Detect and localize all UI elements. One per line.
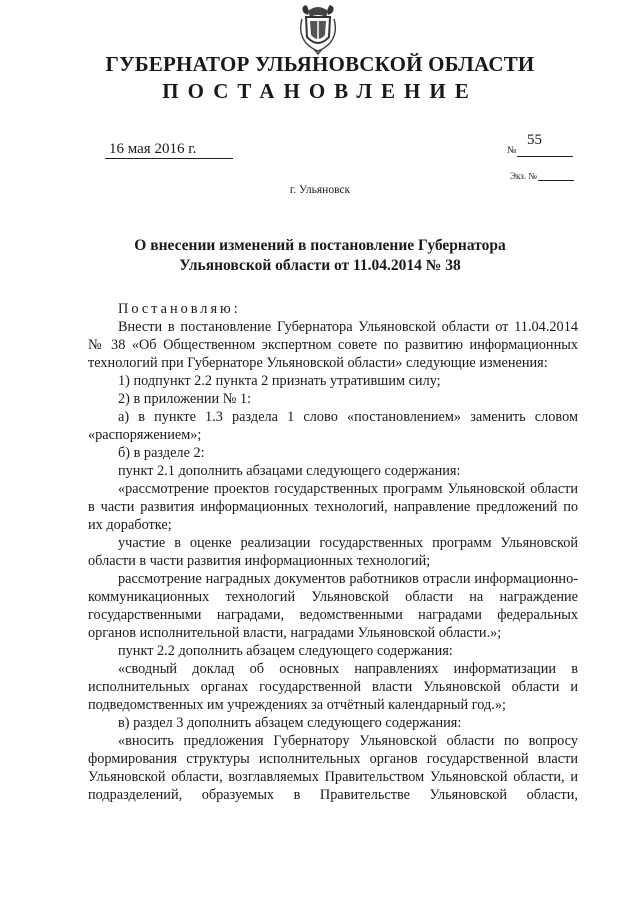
paragraph: а) в пункте 1.3 раздела 1 слово «постановлением» заменить словом «распоряжением»; [88,409,578,443]
coat-of-arms-emblem [296,3,340,55]
document-type: ПОСТАНОВЛЕНИЕ [162,79,478,103]
paragraph: пункт 2.1 дополнить абзацами следующего содержания: [118,463,461,479]
paragraph: «сводный доклад об основных направлениях информатизации в исполнительных органах государственной власти Ульяновской области и подведомственных им учреждениях за отчётный календарный год.»; [88,661,578,713]
paragraph: 1) подпункт 2.2 пункта 2 признать утратившим силу; [118,373,441,389]
document-date: 16 мая 2016 г. [105,140,233,159]
document-title-line: О внесении изменений в постановление Губернатора [134,237,506,254]
paragraph: рассмотрение наградных документов работников отрасли информационно-коммуникационных технологий Ульяновской области на награждение государственными наградами, ведомственными наградами федеральных органов исполнительной власти, наградами Ульяновской области.»; [88,571,578,641]
number-underline [517,156,573,157]
paragraph: «вносить предложения Губернатору Ульяновской области по вопросу формирования структуры исполнительных органов государственной власти Ульяновской области, возглавляемых Правительством Ульяновской области, и подразделений, образуемых в Правительстве Ульяновской области, [88,733,578,803]
number-label: № [507,145,517,156]
copy-number-underline [538,180,574,181]
paragraph: б) в разделе 2: [118,445,205,461]
document-title [90,236,550,276]
document-title-line: Ульяновской области от 11.04.2014 № 38 [179,257,461,274]
paragraph: Внести в постановление Губернатора Ульяновской области от 11.04.2014 № 38 «Об Общественном экспертном совете по развитию информационных технологий при Губернаторе Ульяновской области» следующие изменения: [88,319,578,371]
paragraph: в) раздел 3 дополнить абзацем следующего содержания: [118,715,462,731]
document-body [88,300,578,804]
copy-number-label: Экз. № [510,171,537,181]
paragraph: «рассмотрение проектов государственных программ Ульяновской области в части развития информационных технологий, направление предложений по их доработке; [88,481,578,533]
paragraph: пункт 2.2 дополнить абзацем следующего содержания: [118,643,453,659]
paragraph: 2) в приложении № 1: [118,391,252,407]
decree-word: Постановляю: [118,301,241,317]
issuer-title: ГУБЕРНАТОР УЛЬЯНОВСКОЙ ОБЛАСТИ [105,52,535,76]
paragraph: участие в оценке реализации государственных программ Ульяновской области в части развития информационных технологий; [88,535,578,569]
document-number: 55 [527,132,542,148]
city-name: г. Ульяновск [289,184,351,196]
